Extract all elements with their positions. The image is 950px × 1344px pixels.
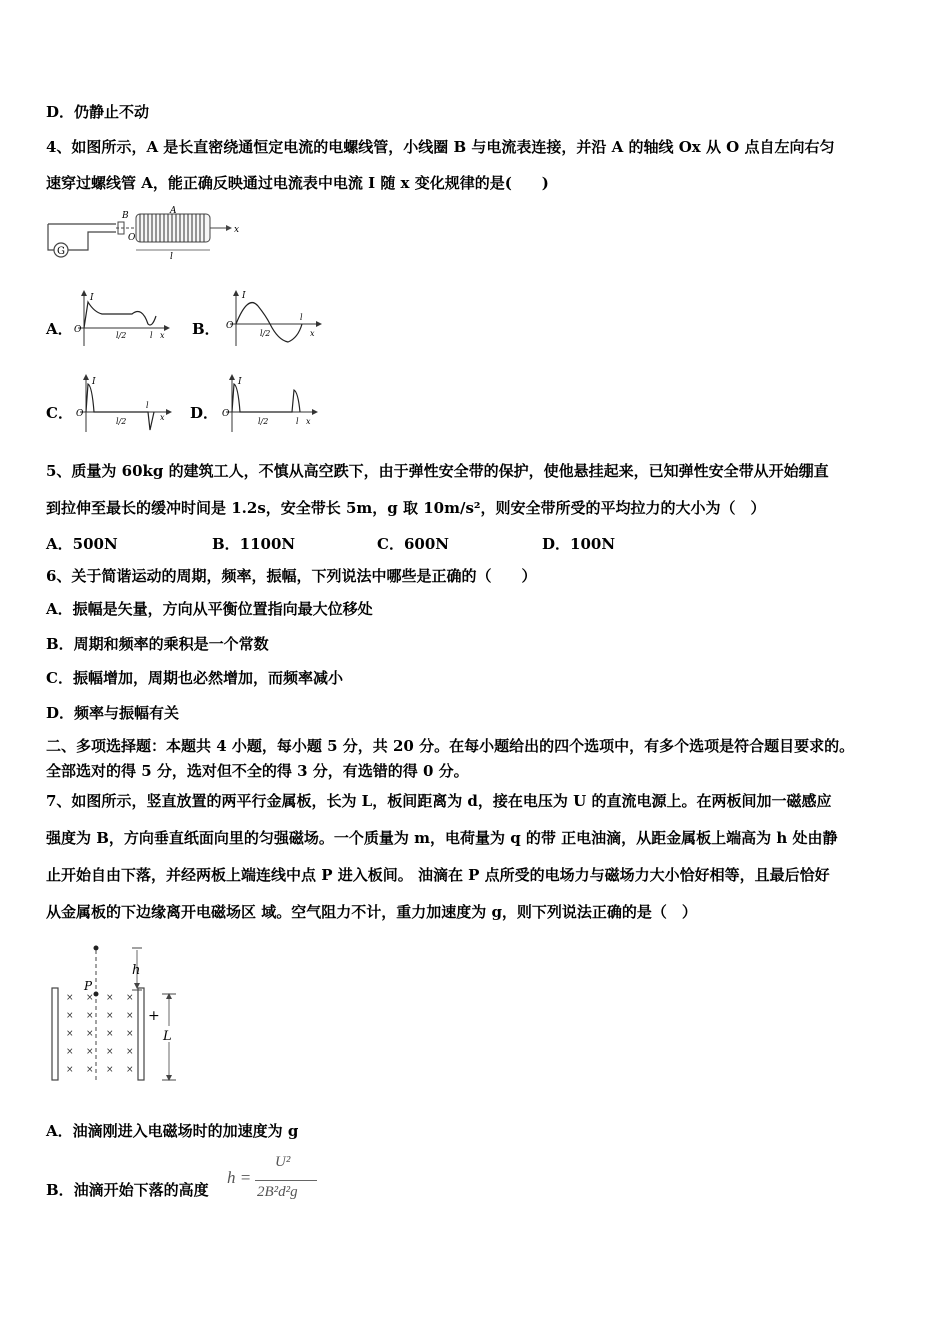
- q5-stem-line1: 5、质量为 60kg 的建筑工人，不慎从高空跌下，由于弹性安全带的保护，使他悬挂起来，已知弹性安全带从开始绷直: [46, 462, 829, 480]
- q7-stem-line1: 7、如图所示，竖直放置的两平行金属板，长为 L，板间距离为 d，接在电压为 U 的直流电源上。在两板间加一磁感应: [46, 792, 832, 810]
- q6-option-b[interactable]: B．周期和频率的乘积是一个常数: [46, 635, 269, 653]
- q5-option-b[interactable]: B．1100N: [212, 535, 296, 553]
- svg-text:×: ×: [106, 1065, 114, 1075]
- galvanometer-label: G: [57, 246, 65, 257]
- formula-denominator: 2B²d²g: [257, 1184, 298, 1200]
- svg-text:x: x: [234, 225, 240, 235]
- svg-text:×: ×: [86, 1065, 94, 1075]
- svg-text:I: I: [242, 291, 246, 301]
- svg-text:O: O: [76, 409, 84, 419]
- q4-graph-b: [222, 288, 322, 350]
- q4-graph-a: [72, 288, 172, 350]
- svg-text:l: l: [150, 331, 153, 340]
- svg-text:l/2: l/2: [260, 329, 271, 338]
- svg-text:×: ×: [126, 1047, 134, 1057]
- left-plate: [52, 988, 58, 1080]
- svg-text:×: ×: [126, 1029, 134, 1039]
- q3-option-d: D．仍静止不动: [46, 103, 150, 121]
- svg-text:×: ×: [106, 1047, 114, 1057]
- formula-lhs: h =: [227, 1168, 252, 1187]
- svg-text:×: ×: [86, 993, 94, 1003]
- q7-option-b[interactable]: B．油滴开始下落的高度: [46, 1181, 209, 1199]
- svg-text:×: ×: [86, 1011, 94, 1021]
- q7-stem-line2: 强度为 B，方向垂直纸面向里的匀强磁场。一个质量为 m，电荷量为 q 的带 正电油滴，从距金属板上端高为 h 处由静: [46, 829, 838, 847]
- svg-text:×: ×: [106, 993, 114, 1003]
- svg-text:O: O: [74, 325, 82, 335]
- svg-text:h: h: [132, 963, 141, 978]
- svg-text:O: O: [128, 233, 136, 243]
- svg-text:×: ×: [126, 993, 134, 1003]
- svg-text:x: x: [160, 413, 165, 422]
- q6-stem: 6、关于简谐运动的周期，频率，振幅，下列说法中哪些是正确的（ ）: [46, 567, 537, 585]
- svg-text:×: ×: [126, 1011, 134, 1021]
- svg-text:×: ×: [86, 1029, 94, 1039]
- q5-option-a[interactable]: A．500N: [46, 535, 118, 553]
- svg-text:+: +: [148, 1008, 160, 1024]
- svg-text:x: x: [310, 329, 315, 338]
- q4-stem-line2: 速穿过螺线管 A，能正确反映通过电流表中电流 I 随 x 变化规律的是( ): [46, 174, 549, 192]
- svg-text:l/2: l/2: [258, 417, 269, 426]
- section2-heading-line1: 二、多项选择题：本题共 4 小题，每小题 5 分，共 20 分。在每小题给出的四个选项中，有多个选项是符合题目要求的。: [46, 737, 855, 755]
- svg-text:l: l: [296, 417, 299, 426]
- svg-text:I: I: [238, 377, 242, 387]
- q4-option-c-letter[interactable]: C．: [46, 404, 73, 422]
- q5-option-c[interactable]: C．600N: [377, 535, 449, 553]
- svg-text:×: ×: [106, 1029, 114, 1039]
- svg-text:l: l: [170, 252, 173, 262]
- svg-text:×: ×: [86, 1047, 94, 1057]
- formula-numerator: U²: [275, 1154, 291, 1170]
- svg-text:A: A: [170, 206, 177, 216]
- svg-text:×: ×: [66, 1029, 74, 1039]
- right-plate: [138, 988, 144, 1080]
- fraction-bar: [255, 1180, 317, 1181]
- svg-text:x: x: [306, 417, 311, 426]
- q7-stem-line3: 止开始自由下落，并经两板上端连线中点 P 进入板间。 油滴在 P 点所受的电场力与磁场力大小恰好相等，且最后恰好: [46, 866, 830, 884]
- svg-text:O: O: [226, 321, 234, 331]
- svg-text:×: ×: [66, 1047, 74, 1057]
- q5-stem-line2: 到拉伸至最长的缓冲时间是 1.2s，安全带长 5m，g 取 10m/s²，则安全带所受的平均拉力的大小为（ ）: [46, 499, 766, 517]
- q5-option-d[interactable]: D．100N: [542, 535, 616, 553]
- q4-graph-c: [72, 372, 172, 434]
- svg-text:l: l: [146, 401, 149, 410]
- q6-option-a[interactable]: A．振幅是矢量，方向从平衡位置指向最大位移处: [46, 600, 373, 618]
- svg-text:l/2: l/2: [116, 331, 127, 340]
- q7-option-a[interactable]: A．油滴刚进入电磁场时的加速度为 g: [46, 1122, 299, 1140]
- svg-text:B: B: [122, 211, 129, 221]
- q4-solenoid-figure: [44, 206, 244, 262]
- q7-stem-line4: 从金属板的下边缘离开电磁场区 域。空气阻力不计，重力加速度为 g，则下列说法正确的是（ ）: [46, 903, 697, 921]
- svg-text:×: ×: [126, 1065, 134, 1075]
- svg-text:×: ×: [106, 1011, 114, 1021]
- q6-option-d[interactable]: D．频率与振幅有关: [46, 704, 180, 722]
- q7-plates-figure: [44, 942, 194, 1086]
- q4-graph-d: [218, 372, 318, 434]
- q6-option-c[interactable]: C．振幅增加，周期也必然增加，而频率减小: [46, 669, 343, 687]
- svg-text:x: x: [160, 331, 165, 340]
- q7-formula: [227, 1154, 327, 1208]
- q4-option-d-letter[interactable]: D．: [190, 404, 219, 422]
- svg-text:I: I: [92, 377, 96, 387]
- svg-text:L: L: [163, 1029, 172, 1044]
- svg-text:×: ×: [66, 1065, 74, 1075]
- svg-text:I: I: [90, 293, 94, 303]
- svg-text:l/2: l/2: [116, 417, 127, 426]
- svg-text:×: ×: [66, 993, 74, 1003]
- q4-option-a-letter[interactable]: A．: [46, 320, 73, 338]
- svg-text:l: l: [300, 313, 303, 322]
- section2-heading-line2: 全部选对的得 5 分，选对但不全的得 3 分，有选错的得 0 分。: [46, 762, 469, 780]
- svg-text:P: P: [84, 979, 93, 993]
- oil-drop: [94, 946, 99, 951]
- q4-option-b-letter[interactable]: B．: [192, 320, 220, 338]
- svg-text:×: ×: [66, 1011, 74, 1021]
- q4-stem-line1: 4、如图所示，A 是长直密绕通恒定电流的电螺线管，小线圈 B 与电流表连接，并沿 A 的轴线 Ox 从 O 点自左向右匀: [46, 138, 835, 156]
- svg-text:O: O: [222, 409, 230, 419]
